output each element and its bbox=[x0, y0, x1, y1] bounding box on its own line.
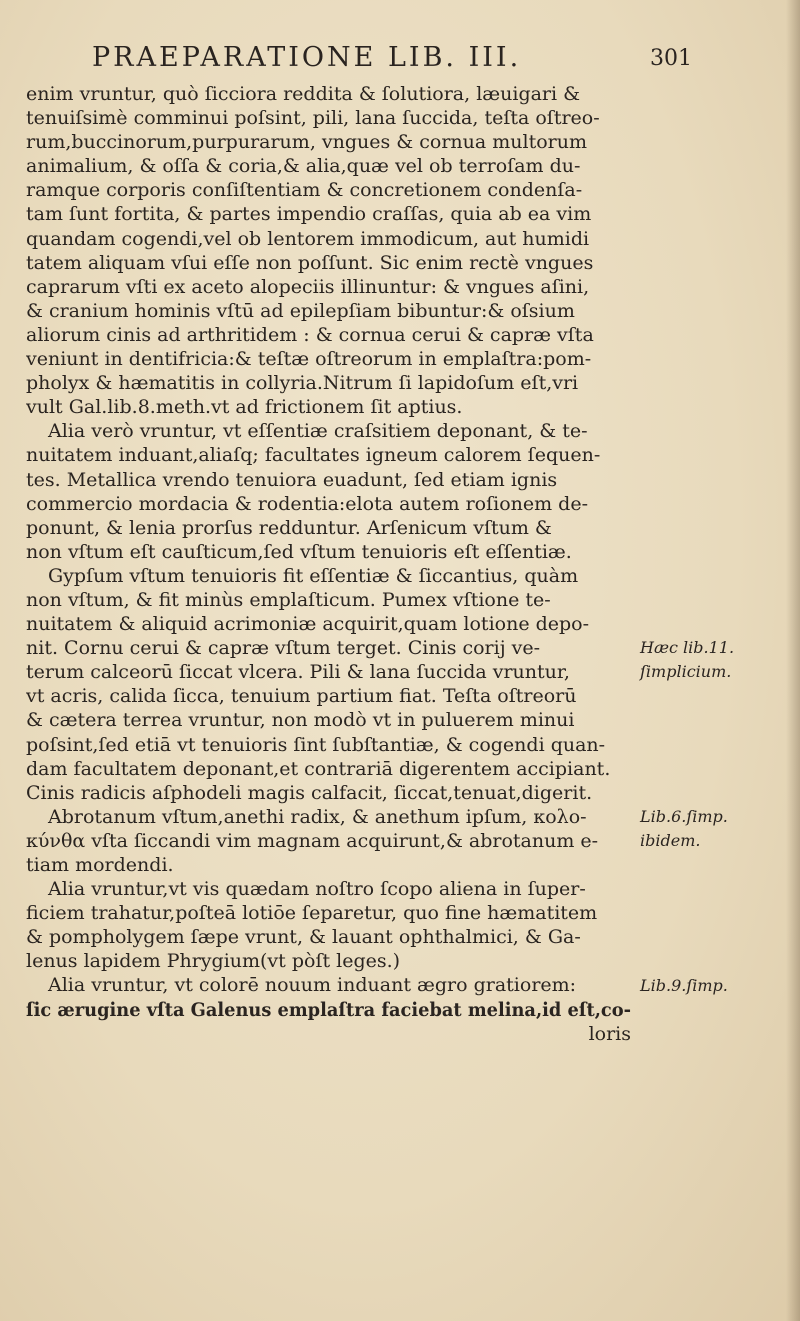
text-line: ponunt, & lenia prorſus redduntur. Arſenicum vſtum & bbox=[26, 516, 552, 539]
text-line: non vſtum eſt cauſticum,ſed vſtum tenuioris eſt eſſentiæ. bbox=[26, 540, 572, 563]
page-header bbox=[70, 42, 692, 78]
text-line: & pompholygem ſæpe vrunt, & lauant ophthalmici, & Ga- bbox=[26, 926, 581, 949]
text-line: Alia verò vruntur, vt eſſentiæ craſsitiem deponant, & te- bbox=[48, 420, 588, 443]
text-line: poſsint,ſed etiā vt tenuioris ſint ſubſtantiæ, & cogendi quan- bbox=[26, 733, 606, 756]
text-line: veniunt in dentifricia:& teſtæ oſtreorum in emplaſtra:pom- bbox=[26, 348, 592, 371]
text-line: Alia vruntur,vt vis quædam noſtro ſcopo aliena in ſuper- bbox=[48, 878, 586, 901]
text-line: terum calceorū ſiccat vlcera. Pili & lana ſuccida vruntur, bbox=[26, 661, 570, 684]
text-line: & cætera terrea vruntur, non modò vt in puluerem minui bbox=[26, 709, 575, 732]
body-text bbox=[26, 82, 631, 1046]
text-line: aliorum cinis ad arthritidem : & cornua cerui & capræ vſta bbox=[26, 323, 594, 346]
text-line: Abrotanum vſtum,anethi radix, & anethum ipſum, κολο- bbox=[48, 805, 587, 828]
running-head: PRAEPARATIONE LIB. III. bbox=[92, 42, 522, 73]
text-line: tiam mordendi. bbox=[26, 854, 174, 876]
marginal-note: ibidem. bbox=[640, 831, 701, 851]
text-line: quandam cogendi,vel ob lentorem immodicum, aut humidi bbox=[26, 227, 590, 250]
text-line: pholyx & hæmatitis in collyria.Nitrum ſi lapidoſum eſt,vri bbox=[26, 372, 579, 395]
text-line: tes. Metallica vrendo tenuiora euadunt, ſed etiam ignis bbox=[26, 468, 558, 491]
page-number: 301 bbox=[650, 46, 692, 71]
text-line: nit. Cornu cerui & capræ vſtum terget. Cinis corij ve- bbox=[26, 637, 541, 660]
text-line: non vſtum, & fit minùs emplaſticum. Pumex vſtione te- bbox=[26, 588, 551, 611]
text-line: nuitatem & aliquid acrimoniæ acquirit,quam lotione depo- bbox=[26, 613, 590, 636]
text-line: Gypſum vſtum tenuioris fit eſſentiæ & ſiccantius, quàm bbox=[48, 564, 579, 587]
text-line: vult Gal.lib.8.meth.vt ad frictionem ſit aptius. bbox=[26, 396, 463, 419]
text-line: ficiem trahatur,poſteā lotiōe ſeparetur, quo fine hæmatitem bbox=[26, 902, 598, 925]
text-line: tam ſunt fortita, & partes impendio craſſas, quia ab ea vim bbox=[26, 203, 592, 226]
text-line: animalium, & oſſa & coria,& alia,quæ vel ob terroſam du- bbox=[26, 155, 581, 178]
text-line: lenus lapidem Phrygium(vt pòſt leges.) bbox=[26, 950, 401, 973]
text-line: & cranium hominis vſtū ad epilepſiam bibuntur:& oſsium bbox=[26, 299, 575, 322]
text-line: κύνθα vſta ſiccandi vim magnam acquirunt,& abrotanum e- bbox=[26, 829, 599, 852]
marginal-note: ſimplicium. bbox=[640, 662, 732, 682]
page-edge-shadow bbox=[786, 0, 800, 1321]
text-line: vt acris, calida ſicca, tenuium partium fiat. Teſta oſtreorū bbox=[26, 685, 577, 708]
marginal-note: Hæc lib.11. bbox=[640, 638, 735, 658]
text-line: nuitatem induant,aliaſq; facultates igneum calorem ſequen- bbox=[26, 444, 601, 467]
text-line: ſic ærugine vſta Galenus emplaſtra faciebat melina,id eſt,co- bbox=[26, 998, 631, 1021]
text-line: dam facultatem deponant,et contrariā digerentem accipiant. bbox=[26, 757, 611, 780]
text-line: rum,buccinorum,purpurarum, vngues & cornua multorum bbox=[26, 131, 587, 154]
marginal-note: Lib.6.ſimp. bbox=[640, 807, 728, 826]
text-line: loris bbox=[588, 1022, 631, 1045]
text-line: enim vruntur, quò ſicciora reddita & ſolutiora, læuigari & bbox=[26, 83, 581, 105]
text-line: ramque corporis conſiſtentiam & concretionem condenſa- bbox=[26, 179, 583, 202]
text-line: tenuiſsimè comminui poſsint, pili, lana ſuccida, teſta oſtreo- bbox=[26, 107, 600, 130]
text-line: Alia vruntur, vt colorē nouum induant ægro gratiorem: bbox=[48, 974, 577, 997]
text-line: Cinis radicis aſphodeli magis calfacit, ſiccat,tenuat,digerit. bbox=[26, 781, 593, 804]
marginal-note: Lib.9.ſimp. bbox=[640, 975, 728, 995]
text-line: tatem aliquam vſui eſſe non poſſunt. Sic enim rectè vngues bbox=[26, 251, 594, 274]
text-line: caprarum vſti ex aceto alopeciis illinuntur: & vngues aſini, bbox=[26, 275, 590, 298]
text-line: commercio mordacia & rodentia:elota autem roſionem de- bbox=[26, 492, 589, 515]
